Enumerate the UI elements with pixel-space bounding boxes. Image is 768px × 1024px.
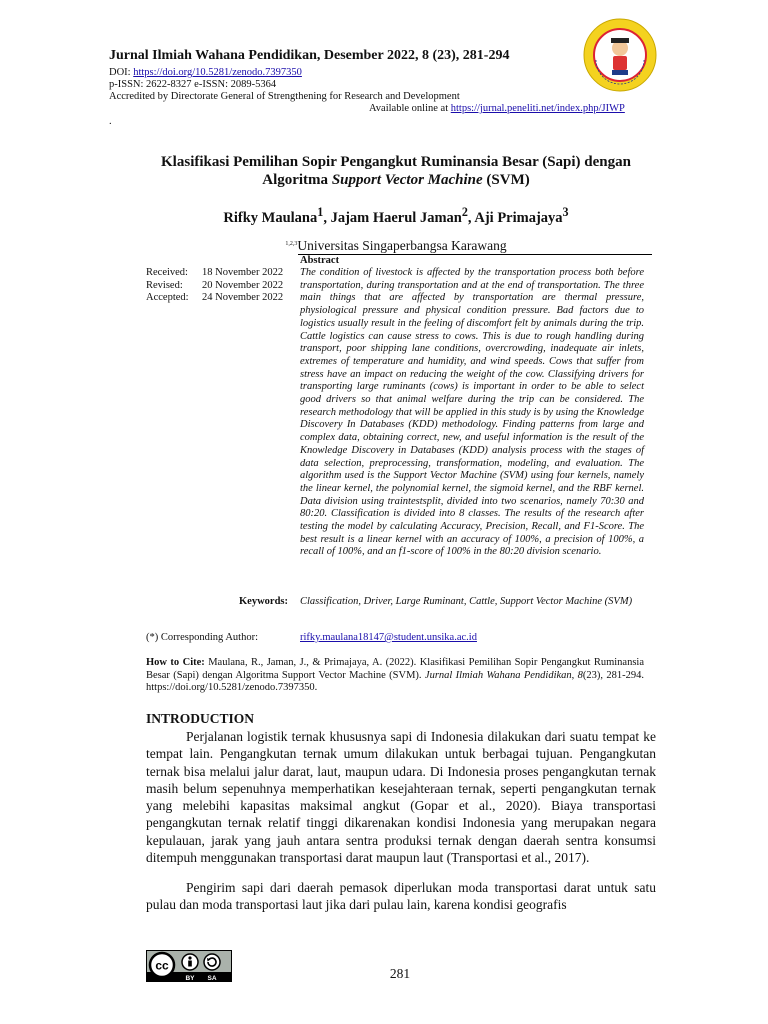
received-date: 18 November 2022 bbox=[202, 267, 284, 278]
cite-text-b: , bbox=[571, 669, 578, 681]
journal-logo-image bbox=[582, 8, 658, 103]
available-label: Available online at bbox=[369, 103, 451, 114]
header-dot: . bbox=[109, 116, 112, 127]
received-row bbox=[146, 267, 283, 280]
title-part-a: Algoritma bbox=[262, 172, 332, 188]
title-part-italic: Support Vector Machine bbox=[331, 172, 483, 188]
cite-journal: Jurnal Ilmiah Wahana Pendidikan bbox=[424, 669, 572, 681]
revised-date: 20 November 2022 bbox=[202, 279, 284, 291]
cite-label: How to Cite: bbox=[146, 657, 205, 668]
accepted-label: Accepted: bbox=[146, 292, 189, 304]
corresponding-email-link[interactable]: rifky.maulana18147@student.unsika.ac.id bbox=[300, 632, 477, 643]
keywords-text: Classification, Driver, Large Ruminant, Cattle, Support Vector Machine (SVM) bbox=[300, 596, 633, 607]
introduction-paragraph-1: Perjalanan logistik ternak khususnya sapi di Indonesia dilakukan dari suatu tempat ke tempat lain. Pengangkutan ternak umum dilakukan untuk berbagai tujuan. Pengangkutan ternak bisa melalui jalur darat, laut, maupun udara. Di Indonesia proses pengangkutan ternak masih belum sepenuhnya memperhatikan kesejahteraan ternak, seperti pengangkutan ternak yang melebihi kapasitas maksimal angkut (Gopar et al., 2020). Biaya transportasi pengangkutan ternak relatif tinggi dikarenakan kondisi Indonesia yang merupakan negara kepulauan, jarak yang jauh antara sentra produksi ternak dengan daerah sentra konsumsi ditempuh menggunakan transportasi darat maupun laut (Transportasi et al., 2017). bbox=[146, 729, 656, 866]
abstract-text: The condition of livestock is affected by the transportation process both before transportation, during transportation and at the end of transportation. The three main things that are affected by transportation are thermal pressure, physiological pressure and physical condition pressure. Bad factors due to logistics usually result in the feeling of discomfort felt by animals during the trip. Cattle logistics can cause stress to cows. This is due to rough handling during transport, poor shipping lane conditions, overcrowding, inadequate air inlets, extremes of temperature and humidity, and wind speeds. Cows that suffer from stress have an impact on reducing the weight of the cow. Classifying drivers for transporting large ruminants (cows) is important in order to be able to select good drivers so that animal welfare during the trip can be considered. The research methodology that will be applied in this study is by using the Knowledge Discovery In Databases (KDD) methodology. Finding patterns from large and complex data, obtaining correct, new, and useful information is the result of the Knowledge Discovery in Databases (KDD) analysis process with the stages of data selection, preprocessing, transformation, modeling, and evaluation. The algorithm used is the Support Vector Machine (SVM) using four kernels, namely the linear kernel, the polynomial kernel, the sigmoid kernel, and the RBF kernel. Data division using traintestsplit, divided into two scenarios, namely 70:30 and 80:20. Classification is divided into 8 classes. The results of the research after testing the model by calculating Accuracy, Precision, Recall, and F1-Score. The best result is a linear kernel with an accuracy of 100%, a precision of 100%, a recall of 100%, and an f1-score of 100% in the 80:20 division scenario. bbox=[300, 267, 644, 558]
doi-link[interactable]: https://doi.org/10.5281/zenodo.7397350 bbox=[133, 67, 302, 78]
abstract-rule bbox=[298, 254, 652, 255]
cc-by-sa-icon bbox=[146, 950, 232, 982]
affiliation-markers: 1,2,3 bbox=[285, 241, 298, 247]
accepted-date: 24 November 2022 bbox=[202, 292, 284, 304]
author-1-affil: 1 bbox=[317, 205, 324, 219]
title-part-c: (SVM) bbox=[482, 172, 530, 188]
available-online-line bbox=[369, 103, 625, 115]
doi-label: DOI: bbox=[109, 67, 134, 78]
received-label: Received: bbox=[146, 267, 188, 278]
author-3: Aji Primajaya bbox=[474, 209, 563, 226]
journal-url-link[interactable]: https://jurnal.peneliti.net/index.php/JIWP bbox=[450, 103, 625, 114]
author-separator: , bbox=[467, 209, 475, 226]
corresponding-email bbox=[300, 632, 477, 643]
journal-logo bbox=[582, 8, 658, 103]
cite-text-c: (23), 281-294. https://doi.org/10.5281/zenodo.7397350. bbox=[146, 669, 645, 694]
cc-glyph: cc bbox=[155, 958, 169, 973]
by-label: BY bbox=[185, 975, 195, 982]
how-to-cite bbox=[146, 657, 644, 695]
article-dates bbox=[146, 267, 283, 305]
introduction-paragraph-2: Pengirim sapi dari daerah pemasok diperlukan moda transportasi darat untuk satu pulau dan moda transportasi laut jika dari pulau lain, karena kondisi geografis bbox=[146, 880, 656, 913]
cite-text-a: Maulana, R., Jaman, J., & Primajaya, A. (2022). Klasifikasi Pemilihan Sopir Pengangkut Ruminansia Besar (Sapi) dengan Algoritma Support Vector Machine (SVM). bbox=[146, 657, 644, 681]
revised-label: Revised: bbox=[146, 279, 183, 291]
cc-license-badge bbox=[146, 950, 232, 982]
accepted-row bbox=[146, 292, 283, 305]
abstract-heading: Abstract bbox=[300, 255, 340, 266]
keywords-label: Keywords: bbox=[239, 596, 288, 607]
doi-line bbox=[109, 67, 302, 79]
introduction-heading: INTRODUCTION bbox=[146, 711, 255, 726]
article-title-line-2 bbox=[140, 171, 652, 189]
accreditation-line: Accredited by Directorate General of Strengthening for Research and Development bbox=[109, 91, 460, 102]
author-1: Rifky Maulana bbox=[223, 209, 318, 226]
author-3-affil: 3 bbox=[562, 205, 569, 219]
page-number: 281 bbox=[389, 966, 411, 981]
journal-header-title: Jurnal Ilmiah Wahana Pendidikan, Desember 2022, 8 (23), 281-294 bbox=[109, 48, 510, 63]
affiliation-name: Universitas Singaperbangsa Karawang bbox=[297, 238, 507, 253]
sa-label: SA bbox=[207, 975, 217, 982]
author-2-affil: 2 bbox=[461, 205, 468, 219]
cite-volume: 8 bbox=[577, 669, 583, 681]
corresponding-author-label: (*) Corresponding Author: bbox=[146, 632, 258, 643]
affiliation bbox=[140, 238, 652, 254]
author-2: Jajam Haerul Jaman bbox=[330, 209, 462, 226]
author-list bbox=[140, 205, 652, 227]
revised-row bbox=[146, 280, 283, 293]
author-separator: , bbox=[323, 209, 331, 226]
issn-line: p-ISSN: 2622-8327 e-ISSN: 2089-5364 bbox=[109, 79, 277, 90]
article-title-line-1: Klasifikasi Pemilihan Sopir Pengangkut Ruminansia Besar (Sapi) dengan bbox=[161, 154, 631, 170]
